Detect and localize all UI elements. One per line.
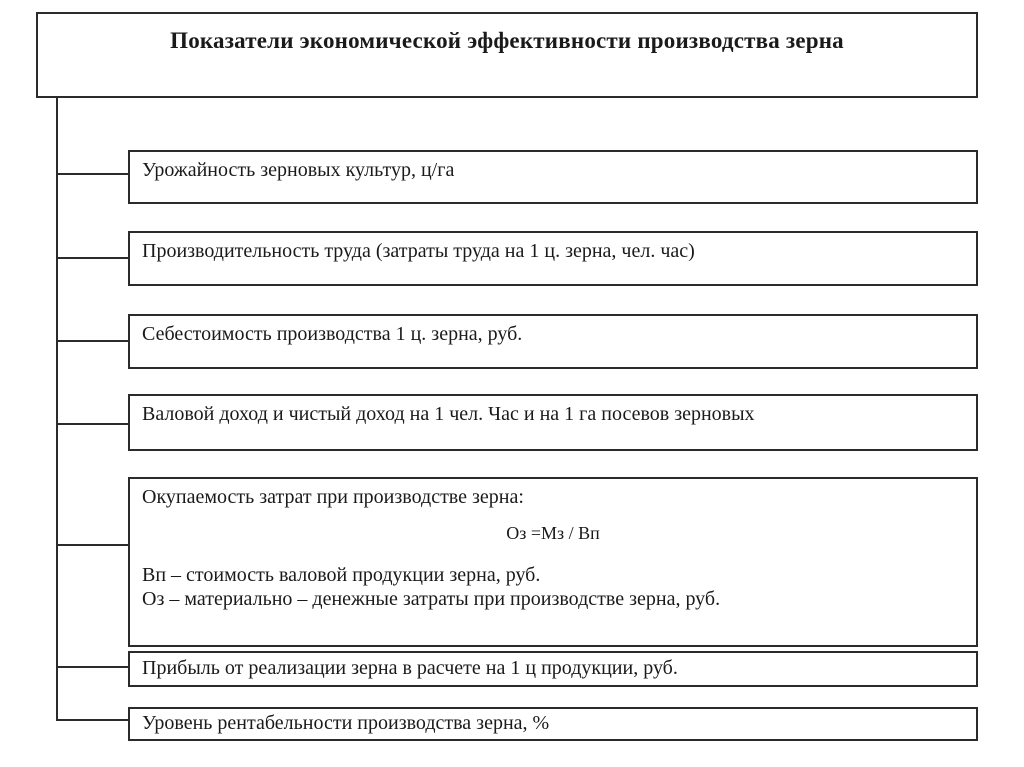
cost-recovery-formula: Оз =Мз / Вп [506,523,600,543]
connector-branch [56,173,130,175]
indicator-label: Прибыль от реализации зерна в расчете на 1 ц продукции, руб. [142,657,678,679]
connector-branch [56,666,130,668]
indicator-box-cost-price [128,314,978,369]
indicator-box-cost-recovery [128,477,978,647]
indicator-box-gross-income [128,394,978,451]
connector-branch [56,544,130,546]
connector-branch [56,340,130,342]
formula-note-costs: Оз – материально – денежные затраты при производстве зерна, руб. [142,588,721,610]
indicator-box-labor-productivity [128,231,978,286]
indicator-label: Производительность труда (затраты труда на 1 ц. зерна, чел. час) [142,240,695,262]
diagram-title: Показатели экономической эффективности производства зерна [170,28,844,53]
indicator-box-yield [128,150,978,204]
formula-note-gross-output: Вп – стоимость валовой продукции зерна, руб. [142,564,541,586]
diagram-title-box [36,12,978,98]
indicator-label: Окупаемость затрат при производстве зерна: [142,486,524,508]
indicator-label: Себестоимость производства 1 ц. зерна, руб. [142,323,523,345]
connector-branch [56,423,130,425]
indicator-box-profit [128,651,978,687]
indicator-label: Валовой доход и чистый доход на 1 чел. Час и на 1 га посевов зерновых [142,403,755,425]
indicator-box-profitability [128,707,978,741]
indicator-label: Уровень рентабельности производства зерна, % [142,712,550,734]
connector-branch [56,257,130,259]
connector-trunk [56,97,58,721]
indicator-label: Урожайность зерновых культур, ц/га [142,159,455,181]
connector-branch [56,719,130,721]
